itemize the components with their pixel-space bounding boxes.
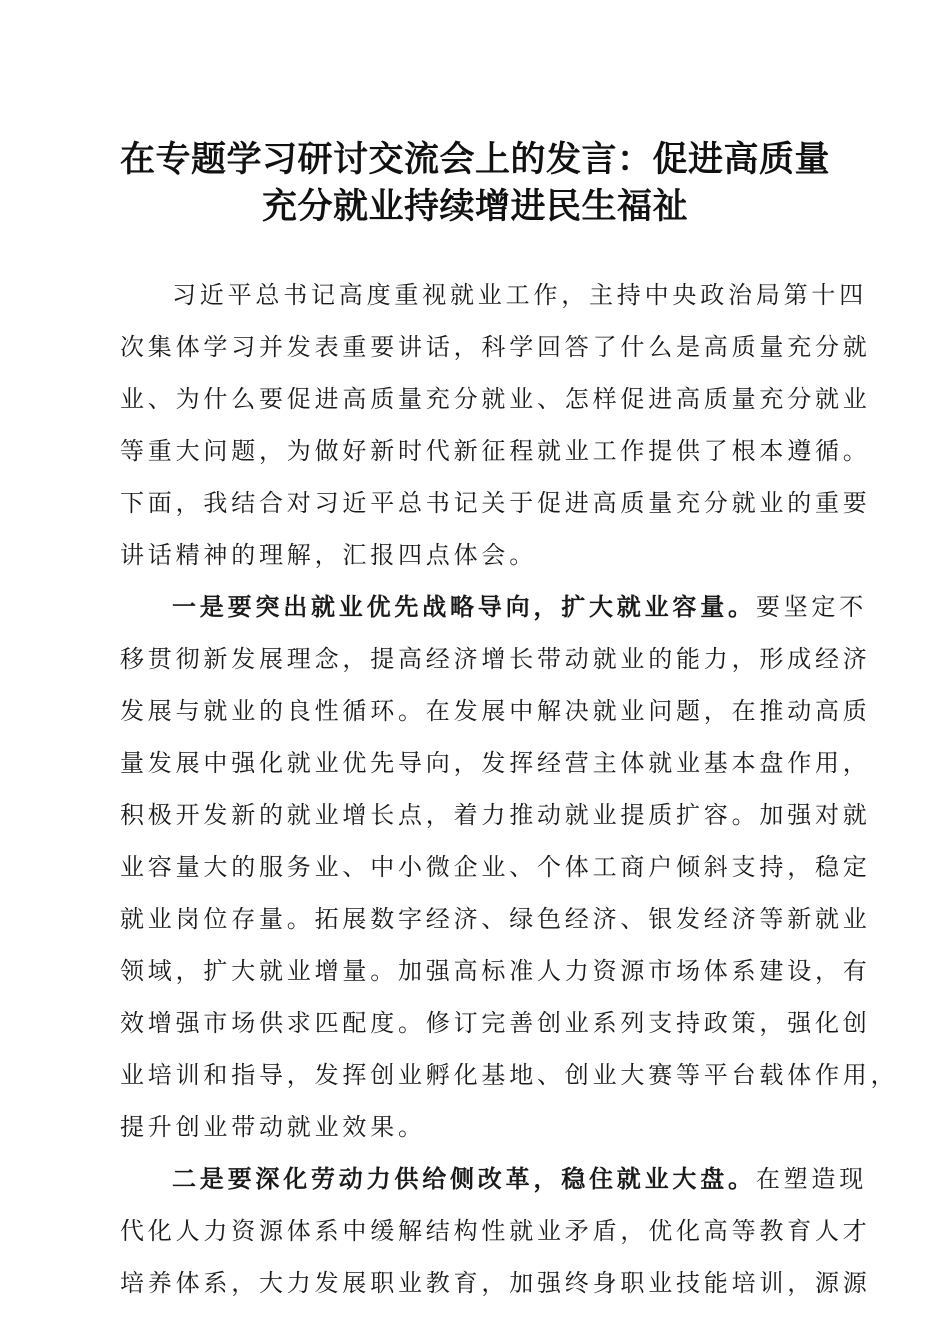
text-line — [120, 1162, 868, 1214]
title-line: 在专题学习研讨交流会上的发言：促进高质量 — [119, 139, 830, 180]
text-line: 下面，我结合对习近平总书记关于促进高质量充分就业的重要 — [120, 489, 871, 517]
point-heading: 二是要深化劳动力供给侧改革，稳住就业大盘。 — [172, 1164, 756, 1193]
text-line — [120, 590, 868, 642]
text-line: 次集体学习并发表重要讲话，科学回答了什么是高质量充分就 — [120, 333, 871, 361]
text-line: 发展与就业的良性循环。在发展中解决就业问题，在推动高质 — [120, 697, 871, 725]
text-line: 习近平总书记高度重视就业工作，主持中央政治局第十四 — [172, 281, 867, 309]
paragraph-point-one — [120, 590, 899, 1162]
document-body — [120, 278, 899, 1318]
paragraph-intro — [120, 278, 871, 590]
text-line: 量发展中强化就业优先导向，发挥经营主体就业基本盘作用， — [120, 749, 871, 777]
text-line: 业、为什么要促进高质量充分就业、怎样促进高质量充分就业 — [120, 385, 871, 413]
title-line: 充分就业持续增进民生福祉 — [261, 186, 688, 227]
text-fragment: 在塑造现 — [755, 1165, 868, 1193]
text-line: 等重大问题，为做好新时代新征程就业工作提供了根本遵循。 — [120, 437, 871, 465]
text-line: 讲话精神的理解，汇报四点体会。 — [120, 541, 537, 569]
text-line: 移贯彻新发展理念，提高经济增长带动就业的能力，形成经济 — [120, 645, 871, 673]
text-fragment: 要坚定不 — [755, 593, 868, 621]
text-line: 积极开发新的就业增长点，着力推动就业提质扩容。加强对就 — [120, 801, 871, 829]
text-line: 就业岗位存量。拓展数字经济、绿色经济、银发经济等新就业 — [120, 905, 871, 933]
text-line: 提升创业带动就业效果。 — [120, 1113, 426, 1141]
text-line: 领域，扩大就业增量。加强高标准人力资源市场体系建设，有 — [120, 957, 871, 985]
point-heading: 一是要突出就业优先战略导向，扩大就业容量。 — [172, 592, 756, 621]
text-line: 培养体系，大力发展职业教育，加强终身职业技能培训，源源 — [120, 1269, 871, 1297]
text-line: 代化人力资源体系中缓解结构性就业矛盾，优化高等教育人才 — [120, 1217, 871, 1245]
paragraph-point-two — [120, 1162, 871, 1318]
text-line: 效增强市场供求匹配度。修订完善创业系列支持政策，强化创 — [120, 1009, 871, 1037]
document-title — [100, 136, 850, 230]
text-line: 业容量大的服务业、中小微企业、个体工商户倾斜支持，稳定 — [120, 853, 871, 881]
text-line: 业培训和指导，发挥创业孵化基地、创业大赛等平台载体作用， — [120, 1061, 899, 1089]
